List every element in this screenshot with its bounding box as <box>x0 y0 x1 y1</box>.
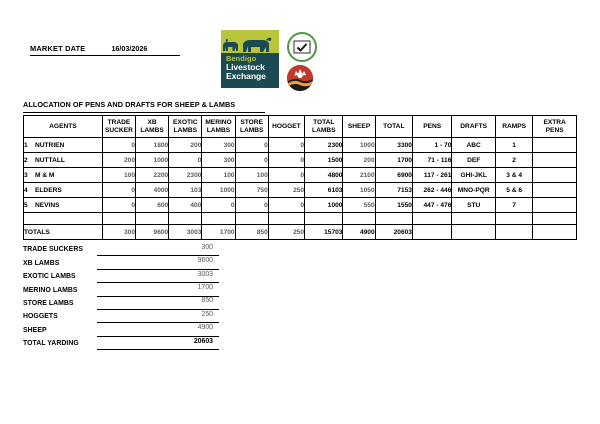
table-row-spacer <box>24 213 577 225</box>
total-value: 1700 <box>375 153 412 168</box>
exotic-lambs-value: 0 <box>169 153 202 168</box>
totals-extra-pens <box>533 225 577 240</box>
drafts-value: STU <box>452 198 496 213</box>
logo-exchange-text: Exchange <box>226 70 266 81</box>
table-row <box>24 138 577 153</box>
sheep-value: 2100 <box>343 168 375 183</box>
totals-store-lambs: 850 <box>235 225 268 240</box>
check-icon <box>297 43 308 51</box>
agent-label: ELDERS <box>35 186 62 194</box>
totals-hogget: 250 <box>268 225 304 240</box>
totals-merino-lambs: 1700 <box>202 225 235 240</box>
checkmark-box <box>294 41 311 54</box>
agent-name-cell <box>24 198 103 213</box>
merino-lambs-value: 300 <box>202 153 235 168</box>
extra-pens-value <box>533 153 577 168</box>
row-index: 3 <box>24 171 28 179</box>
spacer-cell <box>24 213 103 225</box>
summary-label: EXOTIC LAMBS <box>23 273 76 281</box>
summary-label: TOTAL YARDING <box>23 340 79 348</box>
summary-label: STORE LAMBS <box>23 300 74 308</box>
col-header-exotic-lambs: EXOTIC LAMBS <box>169 116 202 138</box>
merino-lambs-value: 300 <box>202 138 235 153</box>
total-lambs-value: 6103 <box>305 183 343 198</box>
totals-sheep: 4900 <box>343 225 375 240</box>
row-index: 2 <box>24 156 28 164</box>
agent-label: NUTTALL <box>35 156 65 164</box>
trade-sucker-value: 100 <box>102 168 135 183</box>
total-value: 6900 <box>375 168 412 183</box>
col-header-total-lambs: TOTAL LAMBS <box>305 116 343 138</box>
exotic-lambs-value: 2300 <box>169 168 202 183</box>
logo-wordmark <box>226 55 266 81</box>
ramps-value: 2 <box>495 153 532 168</box>
sheep-value: 550 <box>343 198 375 213</box>
totals-drafts <box>452 225 496 240</box>
allocation-title: ALLOCATION OF PENS AND DRAFTS FOR SHEEP & LAMBS <box>23 100 265 113</box>
col-header-hogget: HOGGET <box>268 116 304 138</box>
total-value: 1550 <box>375 198 412 213</box>
agent-name-cell <box>24 138 103 153</box>
table-row <box>24 153 577 168</box>
spacer-cell <box>102 213 135 225</box>
trade-sucker-value: 0 <box>102 138 135 153</box>
agent-label: NEVINS <box>35 201 60 209</box>
drafts-value: DEF <box>452 153 496 168</box>
spacer-cell <box>533 213 577 225</box>
col-header-xb-lambs: XB LAMBS <box>136 116 169 138</box>
spacer-cell <box>169 213 202 225</box>
trade-sucker-value: 200 <box>102 153 135 168</box>
totals-total-lambs: 15703 <box>305 225 343 240</box>
summary-value: 250 <box>201 310 213 318</box>
spacer-cell <box>305 213 343 225</box>
market-date-label: MARKET DATE <box>30 44 86 53</box>
store-lambs-value: 750 <box>235 183 268 198</box>
sheep-value: 1000 <box>343 138 375 153</box>
spacer-cell <box>375 213 412 225</box>
logo-livestock-text: Livestock <box>226 61 265 72</box>
market-date-block <box>30 44 180 56</box>
spacer-cell <box>268 213 304 225</box>
extra-pens-value <box>533 168 577 183</box>
col-header-merino-lambs: MERINO LAMBS <box>202 116 235 138</box>
merino-lambs-value: 1000 <box>202 183 235 198</box>
summary-value: 9600 <box>197 257 213 265</box>
totals-label-cell: TOTALS <box>24 225 103 240</box>
ramps-value: 1 <box>495 138 532 153</box>
table-row <box>24 183 577 198</box>
ramps-value: 7 <box>495 198 532 213</box>
summary-value: 20603 <box>193 337 213 345</box>
col-header-extra-pens: EXTRA PENS <box>533 116 577 138</box>
store-lambs-value: 0 <box>235 153 268 168</box>
col-header-sheep: SHEEP <box>343 116 375 138</box>
certification-logos <box>287 30 317 91</box>
xb-lambs-value: 1000 <box>136 153 169 168</box>
exotic-lambs-value: 200 <box>169 138 202 153</box>
logo-area <box>221 30 317 91</box>
agent-name-cell <box>24 183 103 198</box>
totals-xb-lambs: 9600 <box>136 225 169 240</box>
spacer-cell <box>202 213 235 225</box>
summary-value-wrap <box>97 330 219 351</box>
spacer-cell <box>343 213 375 225</box>
merino-lambs-value: 100 <box>202 168 235 183</box>
sheep-value: 1050 <box>343 183 375 198</box>
extra-pens-value <box>533 138 577 153</box>
summary-value: 4900 <box>197 324 213 332</box>
summary-label: TRADE SUCKERS <box>23 246 83 254</box>
yarding-summary <box>23 243 219 350</box>
summary-value: 1700 <box>197 284 213 292</box>
totals-total: 20603 <box>375 225 412 240</box>
totals-pens <box>412 225 451 240</box>
summary-value: 3003 <box>197 270 213 278</box>
trade-sucker-value: 0 <box>102 183 135 198</box>
red-meat-emblem-icon <box>287 65 313 91</box>
total-lambs-value: 2300 <box>305 138 343 153</box>
store-lambs-value: 100 <box>235 168 268 183</box>
merino-lambs-value: 0 <box>202 198 235 213</box>
spacer-cell <box>235 213 268 225</box>
summary-value: 850 <box>201 297 213 305</box>
market-date-value: 16/03/2026 <box>111 44 148 53</box>
total-value: 3300 <box>375 138 412 153</box>
hogget-value: 0 <box>268 153 304 168</box>
drafts-value: MNO-PQR <box>452 183 496 198</box>
row-index: 5 <box>24 201 28 209</box>
store-lambs-value: 0 <box>235 138 268 153</box>
spacer-cell <box>452 213 496 225</box>
xb-lambs-value: 2200 <box>136 168 169 183</box>
total-lambs-value: 1500 <box>305 153 343 168</box>
ramps-value: 5 & 6 <box>495 183 532 198</box>
total-value: 7153 <box>375 183 412 198</box>
hogget-value: 0 <box>268 168 304 183</box>
extra-pens-value <box>533 198 577 213</box>
hogget-value: 0 <box>268 198 304 213</box>
table-row <box>24 198 577 213</box>
col-header-agents: AGENTS <box>24 116 103 138</box>
ramps-value: 3 & 4 <box>495 168 532 183</box>
row-index: 1 <box>24 141 28 149</box>
pens-range-value: 447 - 476 <box>412 198 451 213</box>
agent-name-cell <box>24 168 103 183</box>
store-lambs-value: 0 <box>235 198 268 213</box>
col-header-trade-sucker: TRADE SUCKER <box>102 116 135 138</box>
drafts-value: GHI-JKL <box>452 168 496 183</box>
col-header-drafts: DRAFTS <box>452 116 496 138</box>
trade-sucker-value: 0 <box>102 198 135 213</box>
spacer-cell <box>136 213 169 225</box>
table-row <box>24 168 577 183</box>
drafts-value: ABC <box>452 138 496 153</box>
allocation-table-body <box>24 138 577 240</box>
spacer-cell <box>495 213 532 225</box>
hogget-value: 0 <box>268 138 304 153</box>
row-index: 4 <box>24 186 28 194</box>
col-header-store-lambs: STORE LAMBS <box>235 116 268 138</box>
allocation-table <box>23 115 577 240</box>
pens-range-value: 117 - 261 <box>412 168 451 183</box>
quality-assured-badge-icon <box>287 32 317 62</box>
livestock-silhouette-icon <box>221 34 279 55</box>
logo-bendigo-text: Bendigo <box>226 54 257 63</box>
pens-range-value: 262 - 446 <box>412 183 451 198</box>
agent-label: NUTRIEN <box>35 141 65 149</box>
total-lambs-value: 4800 <box>305 168 343 183</box>
totals-exotic-lambs: 3003 <box>169 225 202 240</box>
hogget-value: 250 <box>268 183 304 198</box>
summary-label: XB LAMBS <box>23 259 60 267</box>
agent-label: M & M <box>35 171 55 179</box>
page-header <box>0 0 600 100</box>
summary-label: SHEEP <box>23 326 47 334</box>
summary-value: 300 <box>201 243 213 251</box>
pens-range-value: 1 - 70 <box>412 138 451 153</box>
xb-lambs-value: 1800 <box>136 138 169 153</box>
xb-lambs-value: 600 <box>136 198 169 213</box>
summary-row-total-yarding <box>23 337 219 350</box>
extra-pens-value <box>533 183 577 198</box>
xb-lambs-value: 4000 <box>136 183 169 198</box>
summary-label: MERINO LAMBS <box>23 286 78 294</box>
red-meat-badge-icon <box>287 65 313 91</box>
agent-name-cell <box>24 153 103 168</box>
summary-label: HOGGETS <box>23 313 58 321</box>
col-header-total: TOTAL <box>375 116 412 138</box>
col-header-ramps: RAMPS <box>495 116 532 138</box>
pens-range-value: 71 - 116 <box>412 153 451 168</box>
spacer-cell <box>412 213 451 225</box>
exotic-lambs-value: 103 <box>169 183 202 198</box>
total-lambs-value: 1000 <box>305 198 343 213</box>
sheep-value: 200 <box>343 153 375 168</box>
totals-trade-sucker: 300 <box>102 225 135 240</box>
allocation-table-head <box>24 116 577 138</box>
allocation-header-row <box>24 116 577 138</box>
col-header-pens: PENS <box>412 116 451 138</box>
totals-ramps <box>495 225 532 240</box>
bendigo-livestock-exchange-logo <box>221 30 279 88</box>
exotic-lambs-value: 400 <box>169 198 202 213</box>
